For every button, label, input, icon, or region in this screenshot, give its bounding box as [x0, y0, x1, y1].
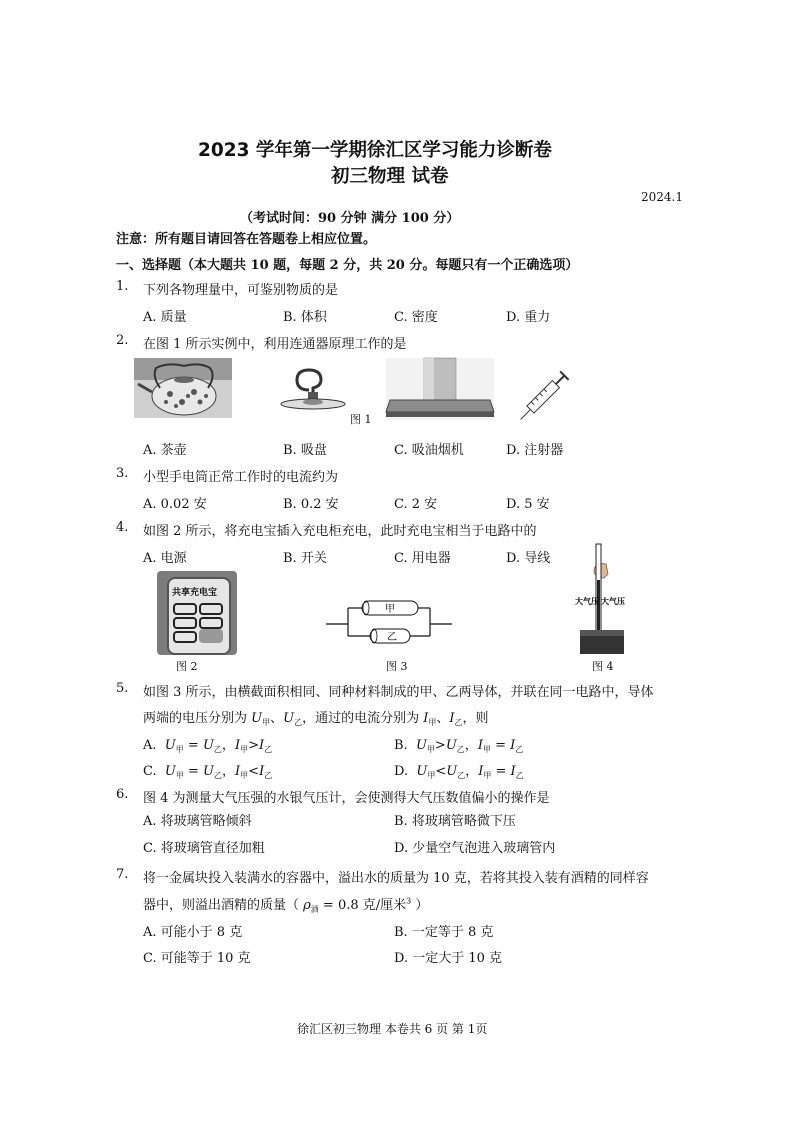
section-heading: 一、选择题（本大题共 10 题，每题 2 分，共 20 分。每题只有一个正确选项）: [116, 258, 579, 273]
question-number: 3.: [116, 466, 129, 481]
subscript: 甲: [240, 745, 249, 754]
subscript: 甲: [482, 745, 491, 754]
option-b: B. 0.2 安: [283, 497, 339, 512]
voltage-symbol: U: [446, 764, 458, 779]
question-text: 下列各物理量中，可鉴别物质的是: [143, 283, 339, 298]
operator: =: [188, 764, 199, 779]
option-a: A. 可能小于 8 克: [143, 925, 243, 940]
parallel-circuit-diagram: [326, 596, 452, 650]
text-fragment: ，: [465, 764, 479, 779]
question-text: 如图 2 所示，将充电宝插入充电柜充电，此时充电宝相当于电路中的: [143, 524, 537, 539]
text-fragment: ，: [221, 738, 235, 753]
fig3-caption: 图 3: [386, 660, 408, 673]
current-symbol: I: [423, 711, 429, 726]
subscript: 乙: [515, 771, 524, 780]
option-d: D. 少量空气泡进入玻璃管内: [394, 841, 556, 856]
barometer-diagram: [576, 540, 628, 658]
fig3-bottom-label: 乙: [387, 632, 397, 643]
fig3-top-label: 甲: [385, 604, 395, 615]
option-d: [394, 760, 524, 781]
option-d: D. 重力: [506, 310, 551, 325]
subscript: 乙: [213, 745, 222, 754]
fig2-sign-text: 共享充电宝: [172, 588, 218, 598]
option-d: D. 一定大于 10 克: [394, 951, 503, 966]
subscript: 甲: [175, 745, 184, 754]
current-symbol: I: [510, 764, 516, 779]
option-c: [143, 760, 272, 781]
question-number: 7.: [116, 867, 129, 882]
current-symbol: I: [259, 764, 265, 779]
option-b: B. 将玻璃管略微下压: [394, 814, 516, 829]
option-letter: C.: [143, 764, 157, 779]
text-fragment: ，则: [462, 711, 489, 726]
question-text-line2: [143, 894, 428, 915]
syringe-image: [518, 368, 574, 420]
subscript: 甲: [262, 718, 271, 727]
operator: =: [187, 738, 199, 753]
teapot-image: [134, 358, 232, 418]
subscript: 乙: [515, 745, 524, 754]
question-text-line2: [143, 707, 489, 728]
voltage-symbol: U: [415, 738, 427, 753]
suction-cup-image: [273, 368, 343, 414]
option-d: D. 导线: [506, 551, 551, 566]
exam-info: （考试时间：90 分钟 满分 100 分）: [240, 211, 460, 226]
voltage-symbol: U: [203, 764, 215, 779]
voltage-symbol: U: [164, 738, 176, 753]
text-fragment: ）: [411, 898, 429, 913]
page-subtitle: 初三物理 试卷: [331, 166, 449, 187]
question-number: 4.: [116, 520, 129, 535]
fig4-left-label: 大气压: [575, 597, 599, 606]
subscript: 甲: [483, 771, 492, 780]
operator: >: [434, 738, 446, 753]
text-fragment: 两端的电压分别为: [143, 711, 252, 726]
question-text: 在图 1 所示实例中，利用连通器原理工作的是: [143, 337, 407, 352]
operator: =: [495, 738, 506, 753]
option-c: C. 将玻璃管直径加粗: [143, 841, 265, 856]
voltage-symbol: U: [416, 764, 428, 779]
charging-cabinet-image: [157, 571, 237, 655]
subscript: 酒: [310, 905, 319, 914]
option-c: C. 2 安: [394, 497, 438, 512]
question-text: 小型手电筒正常工作时的电流约为: [143, 470, 339, 485]
current-symbol: I: [234, 738, 241, 753]
option-b: B. 一定等于 8 克: [394, 925, 494, 940]
option-c: C. 用电器: [394, 551, 451, 566]
option-b: [394, 734, 523, 755]
operator: <: [435, 764, 447, 779]
page-title: 2023 学年第一学期徐汇区学习能力诊断卷: [198, 140, 552, 161]
text-fragment: 、: [270, 711, 284, 726]
option-d: D. 5 安: [506, 497, 550, 512]
subscript: 甲: [428, 718, 437, 727]
question-number: 6.: [116, 787, 129, 802]
current-symbol: I: [235, 764, 241, 779]
option-letter: A.: [143, 738, 157, 753]
question-text: 将一金属块投入装满水的容器中，溢出水的质量为 10 克，若将其投入装有酒精的同样容: [143, 871, 649, 886]
option-a: A. 质量: [143, 310, 187, 325]
subscript: 乙: [456, 745, 465, 754]
operator: >: [248, 738, 259, 753]
current-symbol: I: [449, 711, 455, 726]
current-symbol: I: [258, 738, 265, 753]
current-symbol: I: [477, 738, 483, 753]
fig2-caption: 图 2: [176, 660, 198, 673]
voltage-symbol: U: [251, 711, 263, 726]
text-fragment: = 0.8 克/厘米: [318, 898, 407, 913]
question-number: 2.: [116, 333, 129, 348]
voltage-symbol: U: [445, 738, 457, 753]
current-symbol: I: [510, 738, 516, 753]
option-c: C. 可能等于 10 克: [143, 951, 251, 966]
voltage-symbol: U: [164, 764, 176, 779]
voltage-symbol: U: [202, 738, 214, 753]
option-d: D. 注射器: [506, 443, 564, 458]
text-fragment: 、: [436, 711, 450, 726]
notice: 注意：所有题目请回答在答题卷上相应位置。: [116, 232, 377, 247]
page-footer: 徐汇区初三物理 本卷共 6 页 第 1页: [297, 1022, 488, 1036]
subscript: 甲: [175, 771, 184, 780]
option-letter: B.: [394, 738, 408, 753]
option-b: B. 体积: [283, 310, 327, 325]
question-number: 1.: [116, 279, 129, 294]
subscript: 甲: [427, 771, 436, 780]
subscript: 甲: [426, 745, 435, 754]
question-text: 如图 3 所示，由横截面积相同、同种材料制成的甲、乙两导体，并联在同一电路中，导体: [143, 685, 654, 700]
exam-date: 2024.1: [641, 190, 683, 204]
text-fragment: ，: [222, 764, 236, 779]
text-fragment: ，: [464, 738, 478, 753]
option-a: A. 0.02 安: [143, 497, 207, 512]
question-text: 图 4 为测量大气压强的水银气压计，会使测得大气压数值偏小的操作是: [143, 791, 550, 806]
question-number: 5.: [116, 681, 129, 696]
subscript: 乙: [457, 771, 466, 780]
fig4-caption: 图 4: [592, 660, 614, 673]
operator: <: [248, 764, 260, 779]
operator: =: [495, 764, 507, 779]
current-symbol: I: [478, 764, 484, 779]
option-a: A. 将玻璃管略倾斜: [143, 814, 252, 829]
option-b: B. 开关: [283, 551, 327, 566]
subscript: 乙: [264, 745, 273, 754]
subscript: 乙: [264, 771, 273, 780]
option-a: [143, 734, 272, 755]
subscript: 乙: [454, 718, 463, 727]
voltage-symbol: U: [283, 711, 295, 726]
subscript: 乙: [214, 771, 223, 780]
option-letter: D.: [394, 764, 409, 779]
fig4-right-label: 大气压: [601, 597, 625, 606]
subscript: 甲: [240, 771, 249, 780]
text-fragment: 器中，则溢出酒精的质量（: [143, 898, 304, 913]
range-hood-image: [386, 358, 494, 420]
text-fragment: ，通过的电流分别为: [302, 711, 424, 726]
option-c: C. 密度: [394, 310, 438, 325]
superscript: 3: [406, 896, 412, 906]
option-a: A. 茶壶: [143, 443, 187, 458]
option-b: B. 吸盘: [283, 443, 327, 458]
option-c: C. 吸油烟机: [394, 443, 464, 458]
subscript: 乙: [294, 718, 303, 727]
density-symbol: ρ: [303, 898, 311, 913]
fig1-caption: 图 1: [350, 413, 372, 426]
option-a: A. 电源: [143, 551, 187, 566]
